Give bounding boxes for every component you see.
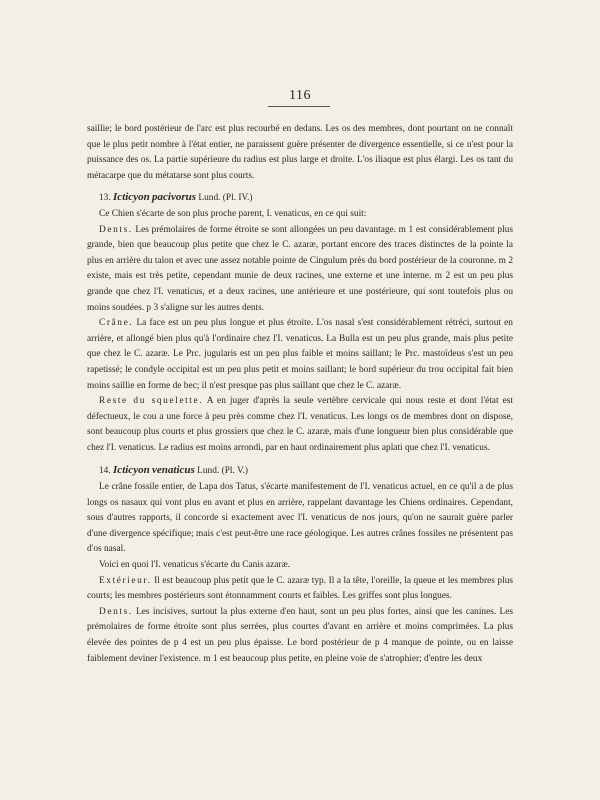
section-14-ext-text: Il est beaucoup plus petit que le C. azaræ typ. Il a la tête, l'oreille, la queue et les membres plus courts; les membres postérieurs sont étonnamment courts et faibles. Les griffes sont plus longues. <box>87 575 513 602</box>
section-13-genus: Icticyon <box>113 191 150 204</box>
section-13-lead: Ce Chien s'écarte de son plus proche parent, I. venaticus, en ce qui suit: <box>99 208 367 219</box>
section-13-reste-text: A en juger d'après la seule vertèbre cervicale qui nous reste et dont l'état est défectueux, le cou a une force à peu près comme chez l'I. venaticus. Les longs os de membres dont on dispose, sont beaucoup plus courts et plus grossiers que chez le C. azaræ, mais d'une longueur bien plus considérable que chez l'I. venaticus. Le radius est moins arrondi, par en haut ordinairement plus aplati que chez l'I. venaticus. <box>87 396 513 453</box>
section-14-plate: (Pl. V.) <box>221 466 248 477</box>
section-14-dents <box>87 605 513 667</box>
section-13-species: pacivorus <box>152 191 197 204</box>
section-13-heading <box>87 190 513 207</box>
header-rule <box>268 106 330 107</box>
section-14-lead: Le crâne fossile entier, de Lapa dos Tatus, s'écarte manifestement de l'I. venaticus actuel, en ce qu'il a de plus longs os nasaux qui vont plus en avant et plus en arrière, rappelant davantage les Chiens ordinaires. Cependant, sous d'autres rapports, il concorde si exactement avec l'I. venaticus de nos jours, qu'on ne saurait guère parler d'une divergence spécifique; mais c'est peut-être une race géologique. Les autres crânes fossiles ne présentent pas d'os nasal. <box>87 482 513 555</box>
intro-paragraph: saillie; le bord postérieur de l'arc est plus recourbé en dedans. Les os des membres, dont pourtant on ne connaît que le plus petit nombre à l'état entier, ne paraissent guère présenter de divergence essentielle, si ce n'est pour la puissance des os. La partie supérieure du radius est plus large et droite. L'os iliaque est plus élargi. Les os tant du métacarpe que du métatarse sont plus courts. <box>87 124 513 181</box>
section-14-number: 14. <box>99 466 111 477</box>
section-13-author: Lund. <box>198 193 221 204</box>
section-14-ext-label: Extérieur. <box>99 575 152 586</box>
section-13-plate: (Pl. IV.) <box>222 193 253 204</box>
section-13-dents-label: Dents. <box>99 224 133 235</box>
body-text <box>87 122 513 667</box>
page-number: 116 <box>289 88 311 103</box>
section-13-crane-text: La face est un peu plus longue et plus étroite. L'os nasal s'est considérablement rétréci, surtout en arrière, et allongé bien plus qu'à l'ordinaire chez l'I. venaticus. La Bulla est un peu plus grande, mais plus petite que chez le C. azaræ. Le Prc. jugularis est un peu plus faible et moins saillant; le Prc. mastoïdeus s'est un peu rapetissé; le condyle occipital est un peu plus petit et moins saillant; le bord supérieur du trou occipital fait bien moins saillie en forme de bec; il n'est presque pas plus saillant que chez le C. azaræ. <box>87 318 513 391</box>
section-13-dents <box>87 223 513 317</box>
section-14-author: Lund. <box>197 466 220 477</box>
section-14-dents-text: Les incisives, surtout la plus externe d'en haut, sont un peu plus fortes, ainsi que les canines. Les prémolaires de forme étroite sont plus serrées, plus courtes d'avant en arrière et moins comprimées. La plus élevée des pointes de p 4 est un peu plus épaisse. Le bord postérieur de p 4 manque de pointe, ou en laisse faiblement deviner l'existence. m 1 est beaucoup plus petite, en pleine voie de s'atrophier; d'entre les deux <box>87 606 514 664</box>
section-13-crane-label: Crâne. <box>99 318 134 329</box>
section-14-voici: Voici en quoi l'I. venaticus s'écarte du Canis azaræ. <box>99 560 291 571</box>
section-14-exterieur <box>87 574 513 605</box>
section-13-reste-label: Reste du squelette. <box>99 396 204 407</box>
section-14-heading <box>87 463 513 480</box>
section-13-crane <box>87 316 513 394</box>
section-13-reste <box>87 394 513 456</box>
section-13-number: 13. <box>99 193 111 204</box>
section-13-dents-text: Les prémolaires de forme étroite se sont allongées un peu davantage. m 1 est considérablement plus grande, bien que beaucoup plus petite que chez le C. azaræ, portant encore des traces distinctes de la pointe la plus en arrière du talon et avec une assez notable pointe de Cingulum près du bord postérieur de la couronne. m 2 existe, mais est très petite, cependant munie de deux racines, une externe et une interne. m 2 est un peu plus grande que chez l'I. venaticus, et a deux racines, une antérieure et une postérieure, qui sont toutefois plus ou moins soudées. p 3 s'aligne sur les autres dents. <box>87 224 513 313</box>
section-14-species: venaticus <box>152 464 195 477</box>
section-14-genus: Icticyon <box>113 464 150 477</box>
section-14-dents-label: Dents. <box>99 606 133 617</box>
